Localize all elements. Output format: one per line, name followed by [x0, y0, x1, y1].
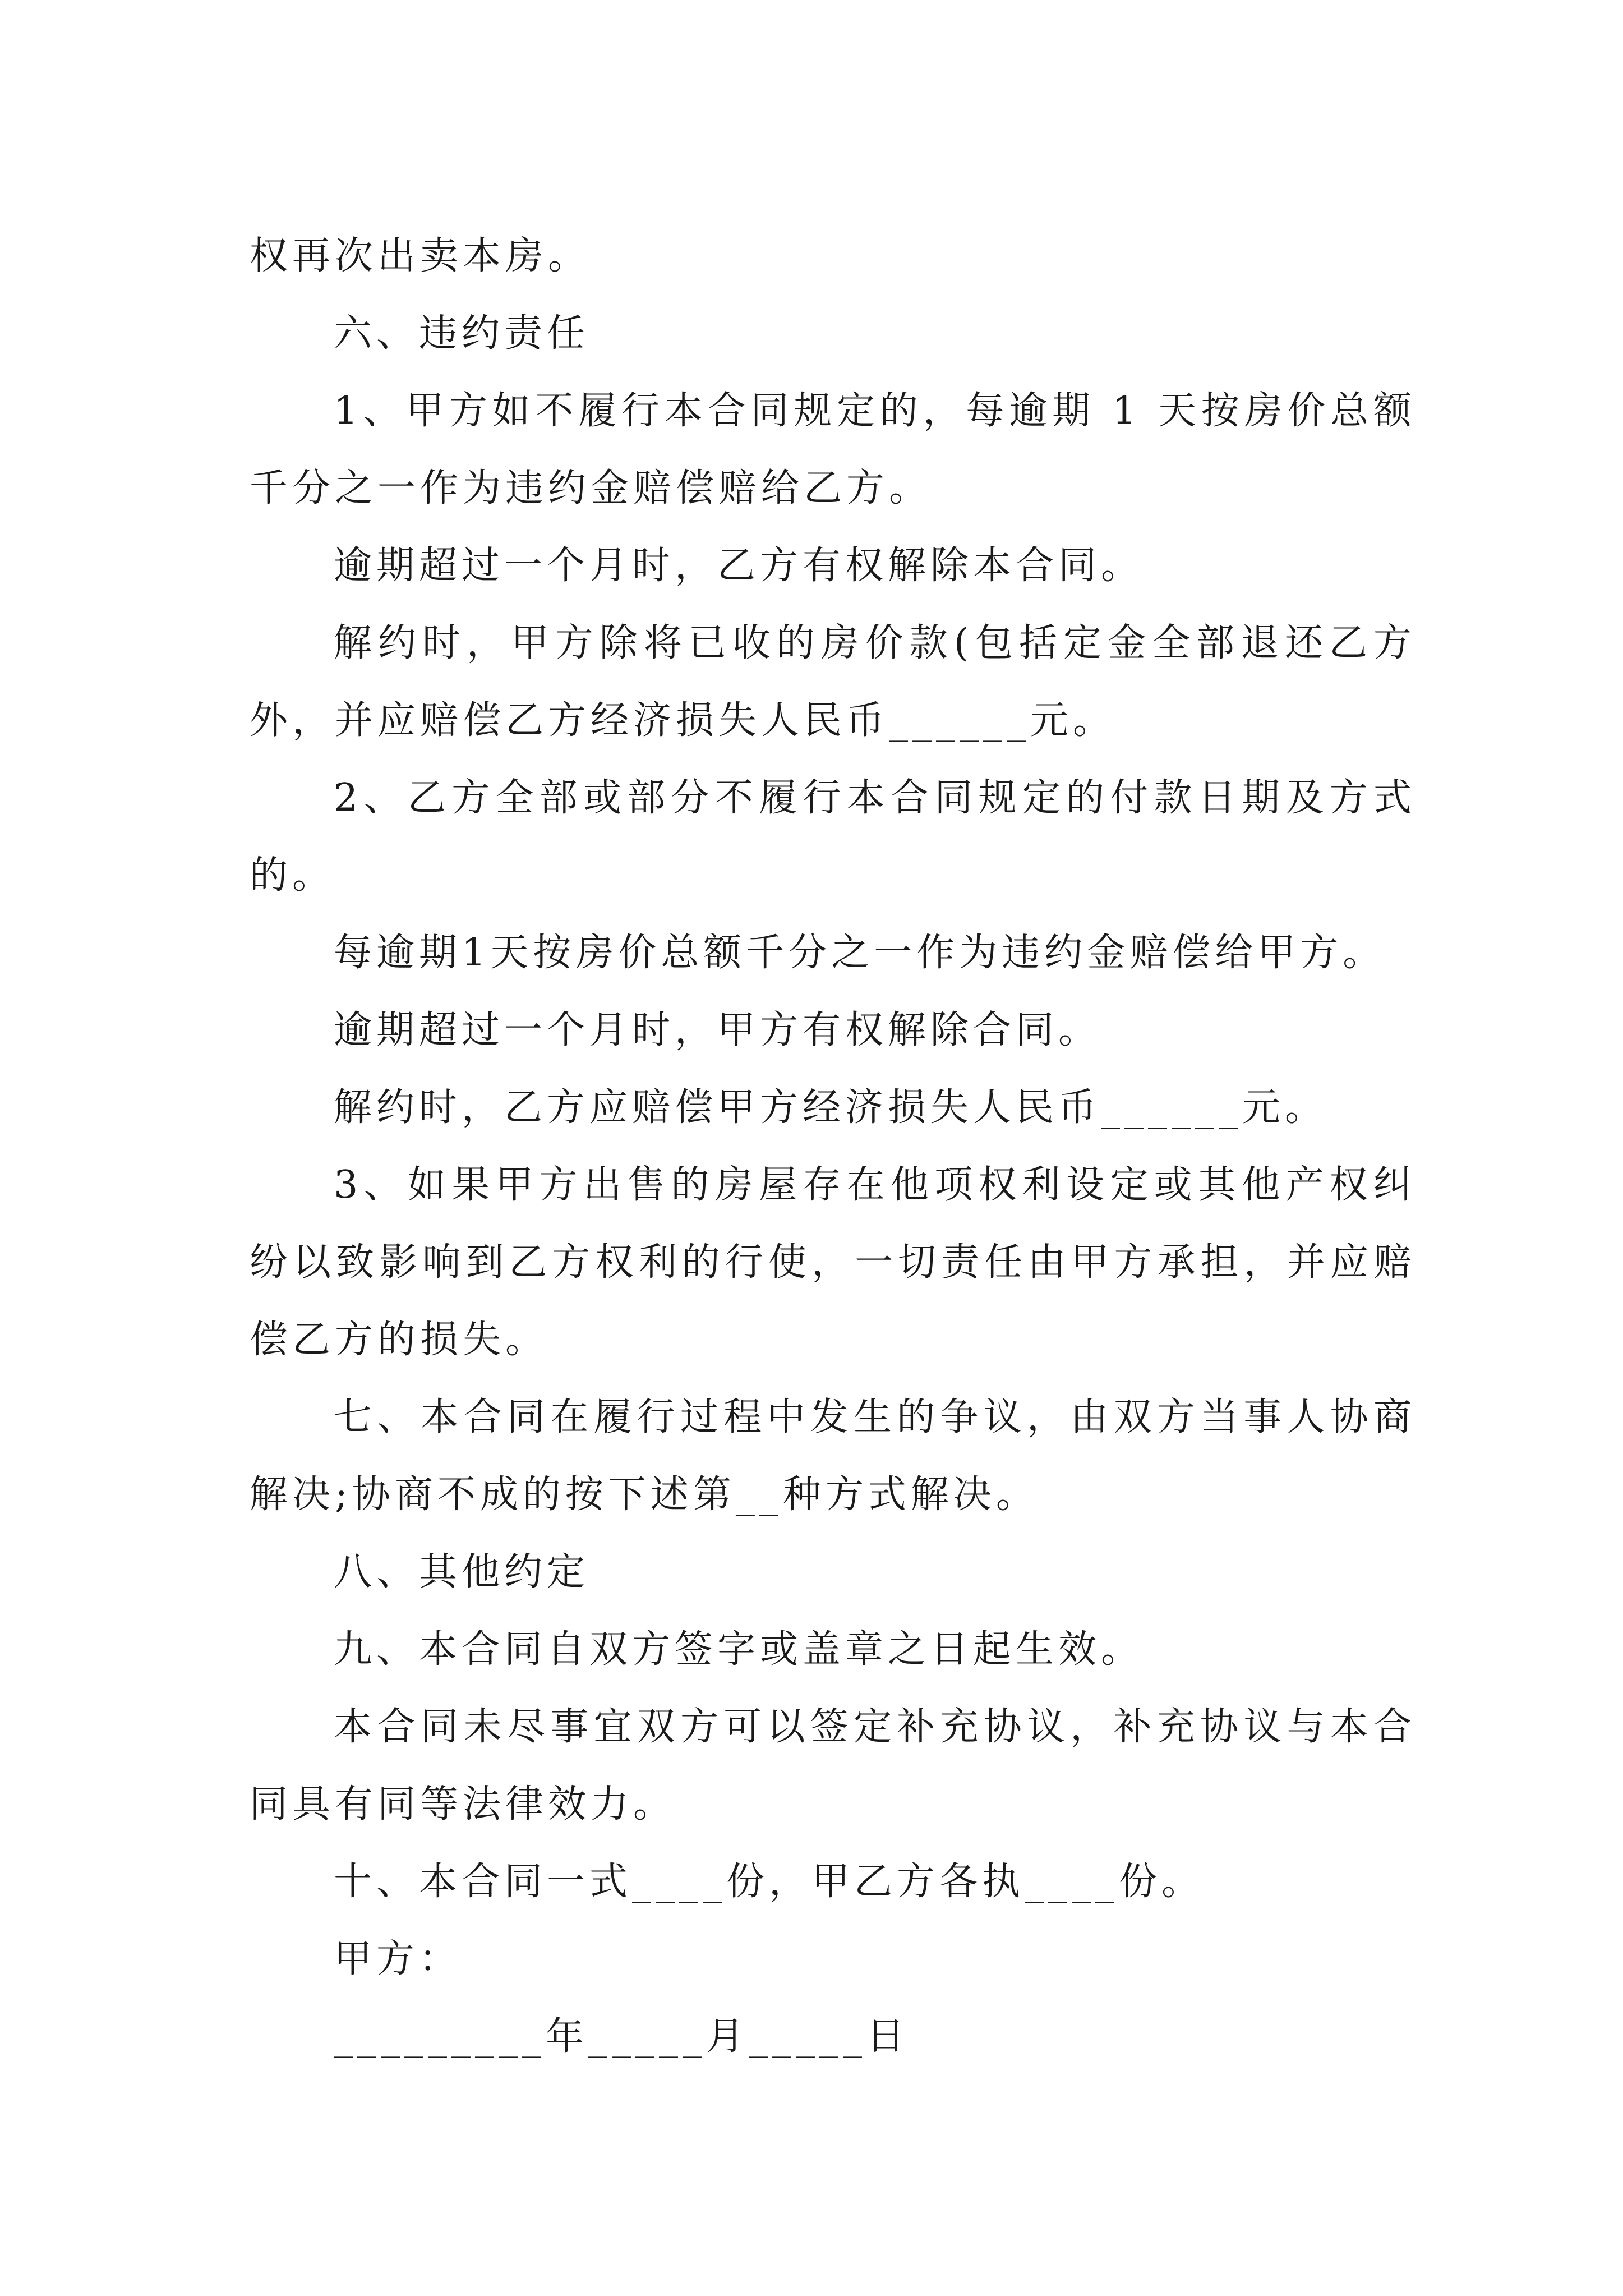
paragraph-clause-2-termination: 解约时，乙方应赔偿甲方经济损失人民币______元。 — [334, 1085, 1328, 1130]
date-line: _________年_____月_____日 — [334, 2014, 910, 2059]
paragraph-clause-1-termination: 解约时，甲方除将已收的房价款(包括定金全部退还乙方外，并应赔偿乙方经济损失人民币______元。 — [250, 621, 1416, 743]
paragraph-1: 权再次出卖本房。 — [250, 234, 591, 278]
contract-body — [250, 218, 1416, 2076]
paragraph-section-8-other: 八、其他约定 — [334, 1550, 590, 1594]
party-a-signature-label: 甲方： — [334, 1937, 462, 1981]
paragraph-supplementary: 本合同未尽事宜双方可以签定补充协议，补充协议与本合同具有同等法律效力。 — [250, 1705, 1416, 1826]
paragraph-clause-1-overdue: 逾期超过一个月时，乙方有权解除本合同。 — [334, 544, 1144, 588]
paragraph-clause-1: 1、甲方如不履行本合同规定的，每逾期 1 天按房价总额千分之一作为违约金赔偿赔给乙方。 — [250, 389, 1416, 510]
paragraph-clause-2-overdue: 逾期超过一个月时，甲方有权解除合同。 — [334, 1008, 1101, 1052]
paragraph-clause-2-penalty: 每逾期1天按房价总额千分之一作为违约金赔偿给甲方。 — [334, 931, 1386, 975]
paragraph-clause-2: 2、乙方全部或部分不履行本合同规定的付款日期及方式的。 — [250, 776, 1416, 898]
section-heading-breach-liability: 六、违约责任 — [334, 311, 590, 356]
paragraph-section-9-effective: 九、本合同自双方签字或盖章之日起生效。 — [334, 1627, 1144, 1672]
paragraph-clause-3: 3、如果甲方出售的房屋存在他项权利设定或其他产权纠纷以致影响到乙方权利的行使，一切责任由甲方承担，并应赔偿乙方的损失。 — [250, 1163, 1416, 1362]
paragraph-section-7-disputes: 七、本合同在履行过程中发生的争议，由双方当事人协商解决;协商不成的按下述第__种方式解决。 — [250, 1395, 1416, 1517]
paragraph-section-10-copies: 十、本合同一式____份，甲乙方各执____份。 — [334, 1860, 1205, 1904]
